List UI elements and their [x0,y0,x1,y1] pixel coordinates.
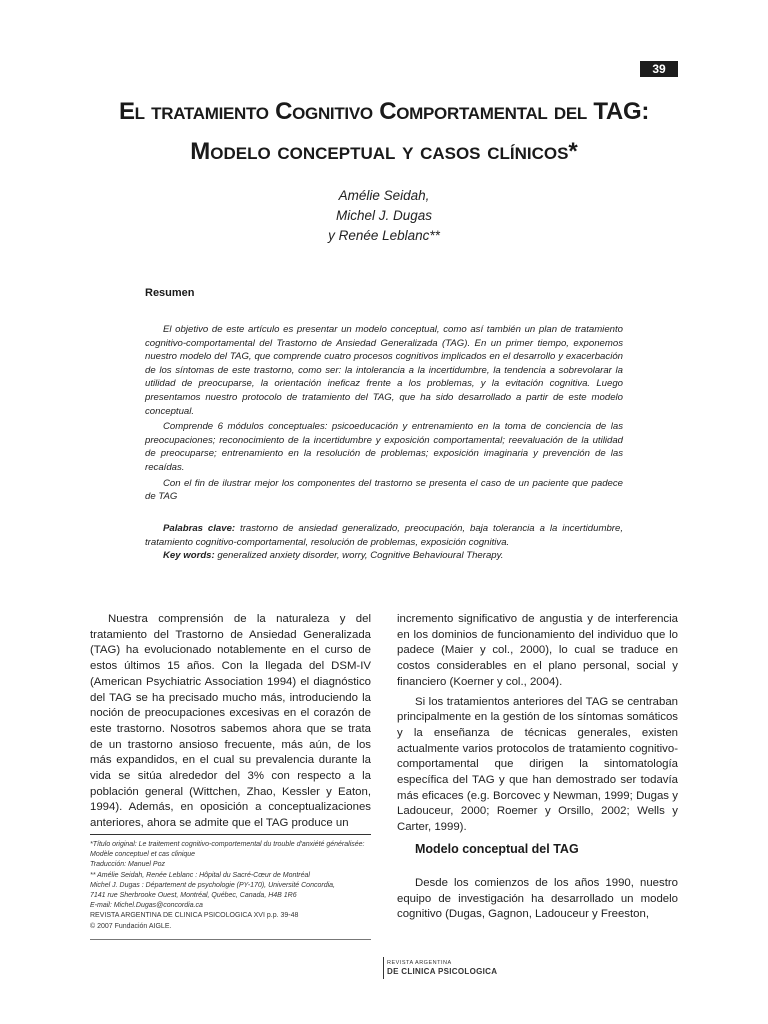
keywords-en [145,549,623,563]
abstract-paragraph-2: Comprende 6 módulos conceptuales: psicoeducación y entrenamiento en la toma de conciencia de las preocupaciones; reconocimiento de la incertidumbre y exposición comportamental; reevaluación de la utilidad de preocuparse; entrenamiento en la resolución de problemas; exposición imaginaria y prevención de las recaídas. [145,421,623,473]
journal-logo-small: REVISTA ARGENTINA [387,960,452,966]
abstract-paragraph-1: El objetivo de este artículo es presentar un modelo conceptual, como así también un plan de tratamiento cognitivo-comportamental del Trastorno de Ansiedad Generalizada (TAG). En un primer tiempo, exponemos nuestro modelo del TAG, que comprende cuatro procesos cognitivos implicados en el desarrollo y exacerbación de los síntomas de este trastorno, como ser: la intolerancia a la incertidumbre, la tendencia a sobrevolarar la utilidad de preocuparse, la orientación ineficaz frente a los problemas, y la evitación cognitiva. Luego presentamos nuestro protocolo de tratamiento del TAG, que ha sido desarrollado a partir de este modelo conceptual. [145,324,623,417]
abstract-paragraph-3: Con el fin de ilustrar mejor los componentes del trastorno se presenta el caso de un paciente que padece de TAG [145,477,623,503]
article-title: El tratamiento Cognitivo Comportamental del TAG: [118,98,650,125]
footnote-divider [90,834,371,835]
journal-logo [387,960,497,976]
keywords-es [145,522,623,549]
author-3: y Renée Leblanc** [328,228,440,243]
journal-logo-big: DE CLINICA PSICOLOGICA [387,967,498,976]
author-list [200,186,568,246]
author-1: Amélie Seidah, [338,188,430,203]
author-2: Michel J. Dugas [335,208,433,223]
page-number: 39 [640,61,678,77]
footnote-address: 7141 rue Sherbrooke Ouest, Montréal, Québec, Canada, H4B 1R6 [90,892,297,900]
footnote-copyright: © 2007 Fundación AIGLE. [90,922,172,930]
keywords-en-text: generalized anxiety disorder, worry, Cognitive Behavioural Therapy. [214,550,504,562]
journal-logo-rule [383,957,384,979]
keywords-es-label: Palabras clave: [163,523,236,534]
footnote-affiliation-2: Michel J. Dugas : Département de psychologie (PY-170), Université Concordia, [90,881,335,889]
keywords-en-label: Key words: [163,550,215,562]
footnote-email: E-mail: Michel.Dugas@concordia.ca [90,902,203,910]
footnotes [90,840,375,932]
keywords-es-text: trastorno de ansiedad generalizado, preocupación, baja tolerancia a la incertidumbre, tratamiento cognitivo-comportamental, resolución de problemas, exposición cognitiva. [145,523,623,548]
bottom-divider [90,939,371,940]
footnote-affiliation-1: ** Amélie Seidah, Renée Leblanc : Hôpital du Sacré-Cœur de Montréal [90,871,310,879]
keywords-block [145,522,623,563]
abstract-heading: Resumen [145,287,195,299]
body-paragraph-continuation: incremento significativo de angustia y de interferencia en los dominios de funcionamiento del individuo que lo padece (Maier y col., 2000), lo cual se traduce en costos considerables en el plano personal, social y financiero (Koerner y col., 2004). [397,613,678,688]
abstract [145,323,623,506]
section-paragraph: Desde los comienzos de los años 1990, nuestro equipo de investigación ha desarrollado un modelo cognitivo (Dugas, Gagnon, Ladouceur y Freeston, [397,877,678,921]
section-heading: Modelo conceptual del TAG [415,842,579,856]
footnote-original-title: *Título original: Le traitement cognitivo-comportemental du trouble d'anxiété généralisée: Modèle conceptuel et cas clinique [90,841,365,859]
section-body [397,876,678,923]
body-paragraph-treatments: Si los tratamientos anteriores del TAG se centraban principalmente en la gestión de los síntomas somáticos y la enseñanza de técnicas generales, existen actualmente varios protocolos de tratamiento cognitivo-comportamental que dirigen la sintomatología específica del TAG y que han demostrado ser todavía más eficaces (e.g. Borcovec y Newman, 1999; Dugas y Ladouceur, 2000; Roemer y Orsillo, 2002; Wells y Carter, 1999). [397,695,678,834]
body-left-column [90,612,371,832]
body-right-column [397,612,678,840]
body-paragraph-intro: Nuestra comprensión de la naturaleza y del tratamiento del Trastorno de Ansiedad Generalizada (TAG) ha evolucionado notablemente en el curso de estos últimos 15 años. Con la llegada del DSM-IV (American Psychiatric Association 1994) el diagnóstico del TAG se ha precisado mucho más, introduciendo la noción de preocupaciones excesivas en el corazón de este trastorno. Nosotros sabemos ahora que se trata de un trastorno ansioso frecuente, más aún, de los más expandidos, en el cual su prevalencia durante la vida se sitúa alrededor del 3% con respecto a la población general (Wittchen, Zhao, Kessler y Eaton, 1994). Además, en oposición a conceptualizaciones anteriores, ahora se admite que el TAG produce un [90,613,371,830]
footnote-journal-ref: REVISTA ARGENTINA DE CLINICA PSICOLOGICA XVI p.p. 39-48 [90,912,299,920]
footnote-translation: Traducción: Manuel Poz [90,861,165,869]
article-subtitle: Modelo conceptual y casos clínicos* [190,138,578,165]
